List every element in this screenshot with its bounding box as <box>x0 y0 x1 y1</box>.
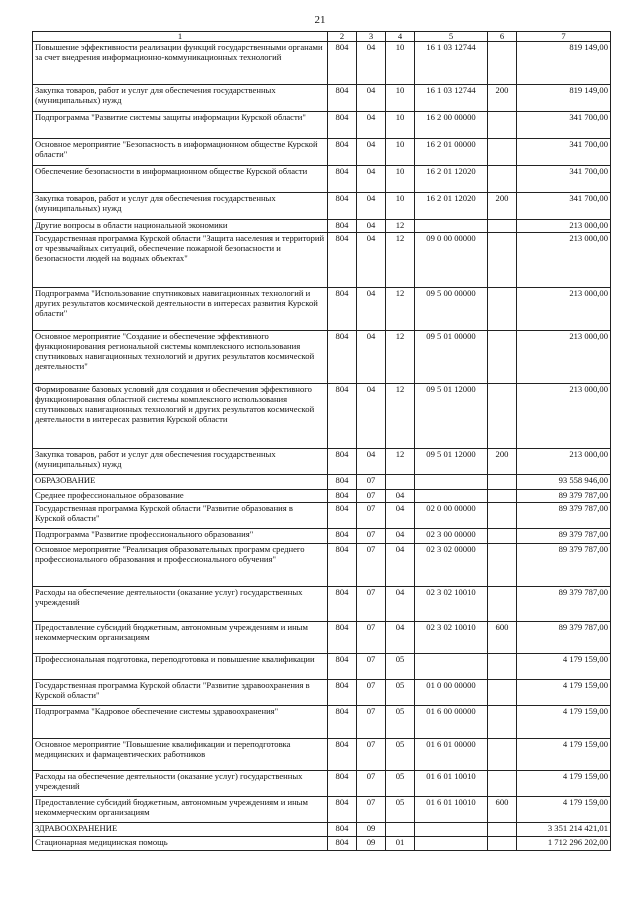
row-amount: 89 379 787,00 <box>517 544 611 587</box>
row-target-article: 02 3 02 00000 <box>415 544 488 587</box>
table-row <box>33 587 611 622</box>
row-amount: 4 179 159,00 <box>517 771 611 797</box>
row-subsection-code: 04 <box>386 490 415 503</box>
row-name: ЗДРАВООХРАНЕНИЕ <box>33 823 328 837</box>
column-header: 4 <box>386 32 415 42</box>
row-department-code: 804 <box>328 823 357 837</box>
column-header: 7 <box>517 32 611 42</box>
table-header-row <box>33 32 611 42</box>
row-subsection-code: 05 <box>386 797 415 823</box>
row-subsection-code: 12 <box>386 331 415 384</box>
row-amount: 3 351 214 421,01 <box>517 823 611 837</box>
row-department-code: 804 <box>328 233 357 288</box>
row-department-code: 804 <box>328 529 357 544</box>
row-amount: 4 179 159,00 <box>517 797 611 823</box>
row-target-article <box>415 823 488 837</box>
row-amount: 89 379 787,00 <box>517 529 611 544</box>
row-subsection-code: 10 <box>386 193 415 220</box>
row-department-code: 804 <box>328 771 357 797</box>
row-name: Государственная программа Курской области "Защита населения и территорий от чрезвычайных ситуаций, обеспечение пожарной безопасности и безопасности людей на водных объектах" <box>33 233 328 288</box>
row-department-code: 804 <box>328 42 357 85</box>
table-row <box>33 680 611 706</box>
row-expense-type: 200 <box>488 449 517 475</box>
row-target-article: 16 1 03 12744 <box>415 42 488 85</box>
row-section-code: 07 <box>357 529 386 544</box>
row-name: Предоставление субсидий бюджетным, автономным учреждениям и иным некоммерческим организациям <box>33 797 328 823</box>
row-section-code: 07 <box>357 544 386 587</box>
row-subsection-code <box>386 475 415 490</box>
budget-table <box>32 31 611 851</box>
row-department-code: 804 <box>328 449 357 475</box>
row-name: Закупка товаров, работ и услуг для обеспечения государственных (муниципальных) нужд <box>33 193 328 220</box>
row-expense-type <box>488 706 517 739</box>
row-department-code: 804 <box>328 193 357 220</box>
row-department-code: 804 <box>328 654 357 680</box>
row-name: Другие вопросы в области национальной экономики <box>33 220 328 233</box>
table-row <box>33 384 611 449</box>
row-amount: 89 379 787,00 <box>517 587 611 622</box>
row-section-code: 07 <box>357 771 386 797</box>
column-header: 2 <box>328 32 357 42</box>
row-expense-type <box>488 288 517 331</box>
row-expense-type <box>488 112 517 139</box>
row-target-article: 01 6 00 00000 <box>415 706 488 739</box>
row-department-code: 804 <box>328 331 357 384</box>
row-name: Среднее профессиональное образование <box>33 490 328 503</box>
table-row <box>33 490 611 503</box>
row-target-article <box>415 220 488 233</box>
row-section-code: 04 <box>357 85 386 112</box>
row-expense-type <box>488 475 517 490</box>
table-row <box>33 529 611 544</box>
row-target-article: 01 6 01 00000 <box>415 739 488 771</box>
table-row <box>33 503 611 529</box>
row-subsection-code: 04 <box>386 587 415 622</box>
row-subsection-code: 05 <box>386 739 415 771</box>
row-name: Закупка товаров, работ и услуг для обеспечения государственных (муниципальных) нужд <box>33 449 328 475</box>
row-amount: 89 379 787,00 <box>517 622 611 654</box>
row-department-code: 804 <box>328 112 357 139</box>
row-expense-type <box>488 680 517 706</box>
row-target-article: 02 3 00 00000 <box>415 529 488 544</box>
row-department-code: 804 <box>328 837 357 851</box>
row-subsection-code: 10 <box>386 85 415 112</box>
row-section-code: 07 <box>357 680 386 706</box>
row-target-article: 16 2 01 00000 <box>415 139 488 166</box>
table-row <box>33 622 611 654</box>
table-row <box>33 220 611 233</box>
row-name: Основное мероприятие "Повышение квалификации и переподготовка медицинских и фармацевтических работников <box>33 739 328 771</box>
row-expense-type <box>488 837 517 851</box>
table-row <box>33 331 611 384</box>
row-section-code: 04 <box>357 42 386 85</box>
row-section-code: 07 <box>357 475 386 490</box>
row-target-article: 09 5 01 12000 <box>415 449 488 475</box>
row-target-article: 01 0 00 00000 <box>415 680 488 706</box>
row-department-code: 804 <box>328 384 357 449</box>
row-target-article: 09 5 00 00000 <box>415 288 488 331</box>
row-amount: 89 379 787,00 <box>517 490 611 503</box>
row-department-code: 804 <box>328 475 357 490</box>
row-section-code: 04 <box>357 220 386 233</box>
row-expense-type <box>488 490 517 503</box>
row-section-code: 07 <box>357 706 386 739</box>
row-amount: 89 379 787,00 <box>517 503 611 529</box>
row-amount: 213 000,00 <box>517 220 611 233</box>
table-row <box>33 654 611 680</box>
table-row <box>33 85 611 112</box>
row-expense-type <box>488 654 517 680</box>
row-subsection-code: 05 <box>386 654 415 680</box>
table-row <box>33 797 611 823</box>
row-section-code: 07 <box>357 797 386 823</box>
row-section-code: 07 <box>357 587 386 622</box>
row-expense-type <box>488 384 517 449</box>
row-amount: 213 000,00 <box>517 449 611 475</box>
row-department-code: 804 <box>328 622 357 654</box>
column-header: 5 <box>415 32 488 42</box>
row-subsection-code: 12 <box>386 233 415 288</box>
row-department-code: 804 <box>328 139 357 166</box>
row-subsection-code: 12 <box>386 449 415 475</box>
table-row <box>33 233 611 288</box>
row-name: Государственная программа Курской области "Развитие здравоохранения в Курской области" <box>33 680 328 706</box>
row-name: Обеспечение безопасности в информационном обществе Курской области <box>33 166 328 193</box>
row-expense-type <box>488 771 517 797</box>
table-row <box>33 739 611 771</box>
row-department-code: 804 <box>328 680 357 706</box>
row-subsection-code: 10 <box>386 139 415 166</box>
row-department-code: 804 <box>328 544 357 587</box>
row-department-code: 804 <box>328 503 357 529</box>
row-section-code: 04 <box>357 449 386 475</box>
row-name: Стационарная медицинская помощь <box>33 837 328 851</box>
row-amount: 341 700,00 <box>517 139 611 166</box>
row-target-article: 01 6 01 10010 <box>415 797 488 823</box>
page-number: 21 <box>314 14 326 26</box>
row-name: Повышение эффективности реализации функций государственными органами за счет внедрения информационно-коммуникационных технологий <box>33 42 328 85</box>
row-expense-type <box>488 587 517 622</box>
row-amount: 213 000,00 <box>517 331 611 384</box>
table-row <box>33 139 611 166</box>
row-section-code: 09 <box>357 837 386 851</box>
column-header: 3 <box>357 32 386 42</box>
row-target-article: 16 2 01 12020 <box>415 193 488 220</box>
row-expense-type: 600 <box>488 797 517 823</box>
row-department-code: 804 <box>328 85 357 112</box>
row-target-article: 02 3 02 10010 <box>415 622 488 654</box>
table-row <box>33 112 611 139</box>
row-amount: 341 700,00 <box>517 166 611 193</box>
row-section-code: 07 <box>357 654 386 680</box>
row-section-code: 09 <box>357 823 386 837</box>
row-expense-type <box>488 544 517 587</box>
row-amount: 4 179 159,00 <box>517 706 611 739</box>
row-name: Закупка товаров, работ и услуг для обеспечения государственных (муниципальных) нужд <box>33 85 328 112</box>
row-section-code: 07 <box>357 739 386 771</box>
row-target-article: 16 2 00 00000 <box>415 112 488 139</box>
row-amount: 1 712 296 202,00 <box>517 837 611 851</box>
row-section-code: 04 <box>357 331 386 384</box>
row-name: ОБРАЗОВАНИЕ <box>33 475 328 490</box>
row-department-code: 804 <box>328 797 357 823</box>
row-amount: 213 000,00 <box>517 288 611 331</box>
row-subsection-code: 01 <box>386 837 415 851</box>
row-amount: 341 700,00 <box>517 112 611 139</box>
row-subsection-code: 12 <box>386 384 415 449</box>
row-subsection-code: 10 <box>386 112 415 139</box>
row-section-code: 07 <box>357 503 386 529</box>
row-department-code: 804 <box>328 490 357 503</box>
row-section-code: 04 <box>357 193 386 220</box>
table-row <box>33 449 611 475</box>
table-row <box>33 475 611 490</box>
row-target-article: 16 1 03 12744 <box>415 85 488 112</box>
row-expense-type <box>488 139 517 166</box>
table-row <box>33 544 611 587</box>
row-expense-type: 200 <box>488 193 517 220</box>
table-row <box>33 42 611 85</box>
row-amount: 213 000,00 <box>517 384 611 449</box>
row-name: Основное мероприятие "Безопасность в информационном обществе Курской области" <box>33 139 328 166</box>
row-name: Расходы на обеспечение деятельности (оказание услуг) государственных учреждений <box>33 587 328 622</box>
row-subsection-code: 04 <box>386 544 415 587</box>
row-name: Основное мероприятие "Создание и обеспечение эффективного функционирования региональной системы комплексного использования спутниковых навигационных технологий и других результатов космической деятельности" <box>33 331 328 384</box>
row-subsection-code: 10 <box>386 166 415 193</box>
row-expense-type <box>488 823 517 837</box>
row-subsection-code: 10 <box>386 42 415 85</box>
row-amount: 4 179 159,00 <box>517 680 611 706</box>
row-section-code: 04 <box>357 384 386 449</box>
row-name: Профессиональная подготовка, переподготовка и повышение квалификации <box>33 654 328 680</box>
row-amount: 93 558 946,00 <box>517 475 611 490</box>
row-subsection-code: 12 <box>386 288 415 331</box>
row-subsection-code: 04 <box>386 622 415 654</box>
row-department-code: 804 <box>328 166 357 193</box>
table-row <box>33 288 611 331</box>
row-target-article: 02 3 02 10010 <box>415 587 488 622</box>
row-subsection-code <box>386 823 415 837</box>
row-subsection-code: 04 <box>386 503 415 529</box>
row-department-code: 804 <box>328 706 357 739</box>
table-row <box>33 771 611 797</box>
row-department-code: 804 <box>328 587 357 622</box>
row-expense-type <box>488 233 517 288</box>
row-name: Формирование базовых условий для создания и обеспечения эффективного функционирования областной системы комплексного использования спутниковых навигационных технологий и других результатов космической деятельности в интересах развития Курской области <box>33 384 328 449</box>
row-subsection-code: 12 <box>386 220 415 233</box>
row-section-code: 07 <box>357 622 386 654</box>
row-expense-type <box>488 220 517 233</box>
row-target-article <box>415 837 488 851</box>
row-expense-type: 600 <box>488 622 517 654</box>
row-amount: 213 000,00 <box>517 233 611 288</box>
row-section-code: 04 <box>357 233 386 288</box>
row-name: Расходы на обеспечение деятельности (оказание услуг) государственных учреждений <box>33 771 328 797</box>
row-expense-type <box>488 503 517 529</box>
table-row <box>33 823 611 837</box>
column-header: 1 <box>33 32 328 42</box>
row-target-article: 09 5 01 00000 <box>415 331 488 384</box>
column-header: 6 <box>488 32 517 42</box>
row-name: Подпрограмма "Использование спутниковых навигационных технологий и других результатов космической деятельности в интересах развития Курской области" <box>33 288 328 331</box>
row-amount: 4 179 159,00 <box>517 739 611 771</box>
row-expense-type <box>488 166 517 193</box>
row-target-article: 16 2 01 12020 <box>415 166 488 193</box>
row-amount: 4 179 159,00 <box>517 654 611 680</box>
row-amount: 819 149,00 <box>517 85 611 112</box>
row-name: Предоставление субсидий бюджетным, автономным учреждениям и иным некоммерческим организациям <box>33 622 328 654</box>
row-target-article <box>415 654 488 680</box>
row-subsection-code: 05 <box>386 706 415 739</box>
row-target-article: 01 6 01 10010 <box>415 771 488 797</box>
row-subsection-code: 04 <box>386 529 415 544</box>
row-name: Основное мероприятие "Реализация образовательных программ среднего профессионального образования и профессионального обучения" <box>33 544 328 587</box>
row-expense-type <box>488 529 517 544</box>
row-expense-type <box>488 739 517 771</box>
row-section-code: 04 <box>357 139 386 166</box>
row-section-code: 04 <box>357 288 386 331</box>
row-expense-type: 200 <box>488 85 517 112</box>
row-target-article <box>415 475 488 490</box>
row-name: Государственная программа Курской области "Развитие образования в Курской области" <box>33 503 328 529</box>
row-amount: 819 149,00 <box>517 42 611 85</box>
row-target-article: 02 0 00 00000 <box>415 503 488 529</box>
row-expense-type <box>488 42 517 85</box>
table-row <box>33 193 611 220</box>
row-subsection-code: 05 <box>386 680 415 706</box>
row-department-code: 804 <box>328 288 357 331</box>
row-name: Подпрограмма "Кадровое обеспечение системы здравоохранения" <box>33 706 328 739</box>
row-name: Подпрограмма "Развитие системы защиты информации Курской области" <box>33 112 328 139</box>
row-section-code: 04 <box>357 166 386 193</box>
row-amount: 341 700,00 <box>517 193 611 220</box>
table-row <box>33 166 611 193</box>
row-department-code: 804 <box>328 739 357 771</box>
table-row <box>33 706 611 739</box>
table-row <box>33 837 611 851</box>
row-target-article: 09 0 00 00000 <box>415 233 488 288</box>
row-subsection-code: 05 <box>386 771 415 797</box>
row-section-code: 04 <box>357 112 386 139</box>
row-department-code: 804 <box>328 220 357 233</box>
row-target-article <box>415 490 488 503</box>
row-expense-type <box>488 331 517 384</box>
row-name: Подпрограмма "Развитие профессионального образования" <box>33 529 328 544</box>
row-target-article: 09 5 01 12000 <box>415 384 488 449</box>
row-section-code: 07 <box>357 490 386 503</box>
